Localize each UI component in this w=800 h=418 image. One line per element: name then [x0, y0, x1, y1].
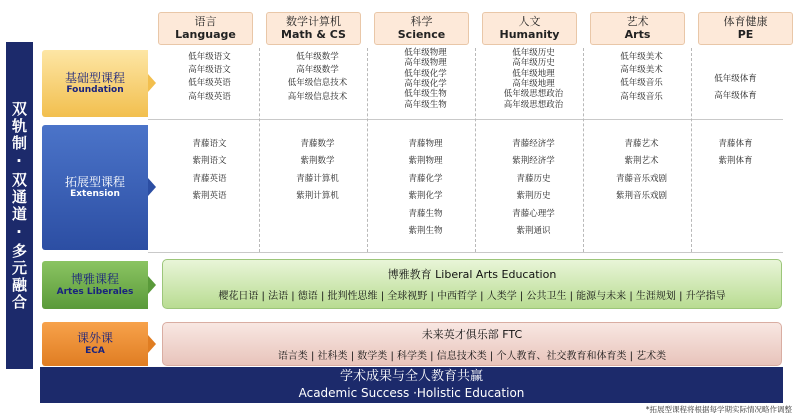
row-divider — [148, 252, 783, 253]
category-liberal-arts — [42, 261, 148, 309]
course-item: 青藤艺术 — [624, 139, 659, 149]
course-item: 青藤音乐戏剧 — [615, 173, 667, 184]
category-en: ECA — [85, 345, 105, 356]
subject-en: Science — [397, 27, 446, 41]
course-item: 低年级思想政治 — [503, 89, 564, 100]
liberal-arts-items: 樱花日语 | 法语 | 德语 | 批判性思维 | 全球视野 | 中西哲学 | 人类学 | 公共卫生 | 能源与未来 | 生涯规划 | 升学指导 — [218, 291, 726, 302]
course-item: 低年级物理 — [404, 48, 447, 58]
subject-zh: 数学计算机 — [286, 14, 341, 28]
banner-zh: 学术成果与全人教育共赢 — [339, 369, 483, 385]
course-item: 低年级地理 — [512, 68, 555, 79]
subject-header-language — [158, 12, 253, 45]
category-zh: 课外课 — [76, 331, 113, 346]
category-zh: 拓展型课程 — [64, 174, 125, 189]
subject-header-pe — [698, 12, 793, 45]
category-foundation — [42, 50, 148, 117]
row-divider — [148, 119, 783, 120]
course-item: 低年级信息技术 — [287, 78, 348, 89]
course-item: 高年级化学 — [404, 79, 447, 90]
course-item: 紫荆历史 — [516, 191, 551, 202]
category-en: Extension — [70, 189, 120, 200]
course-item: 高年级音乐 — [620, 91, 663, 102]
course-item: 高年级数学 — [296, 65, 339, 76]
side-label: 双轨制·双通道·多元融合 — [10, 100, 28, 311]
course-item: 紫荆数学 — [300, 156, 335, 167]
foundation-math-cell — [270, 51, 365, 104]
extension-language-cell — [162, 136, 257, 206]
course-item: 青藤化学 — [408, 173, 443, 184]
extension-math-cell — [270, 136, 365, 206]
extension-pe-cell — [688, 136, 783, 171]
course-item: 高年级思想政治 — [503, 99, 564, 110]
course-item: 青藤体育 — [718, 139, 753, 149]
column-divider — [367, 48, 368, 252]
category-eca — [42, 322, 148, 366]
course-item: 青藤计算机 — [296, 173, 339, 184]
subject-en: Math & CS — [281, 27, 346, 41]
footnote: *拓展型课程将根据每学期实际情况略作调整 — [645, 405, 792, 414]
eca-title: 未来英才俱乐部 FTC — [421, 328, 523, 341]
subject-zh: 科学 — [410, 14, 433, 28]
course-item: 青藤数学 — [300, 139, 335, 149]
subject-en: Arts — [624, 27, 651, 41]
course-item: 低年级生物 — [404, 89, 447, 100]
subject-header-science — [374, 12, 469, 45]
subject-en: Humanity — [499, 27, 560, 41]
course-item: 青藤英语 — [192, 173, 227, 184]
foundation-pe-cell — [688, 71, 783, 105]
course-item: 紫荆英语 — [192, 191, 227, 202]
foundation-humanity-cell — [486, 48, 581, 110]
course-item: 青藤生物 — [408, 208, 443, 219]
course-item: 紫荆体育 — [718, 156, 753, 167]
course-item: 紫荆音乐戏剧 — [615, 191, 667, 202]
arrow-icon — [148, 335, 156, 353]
course-item: 紫荆语文 — [192, 156, 227, 167]
category-zh: 基础型课程 — [64, 70, 125, 85]
course-item: 青藤物理 — [408, 139, 443, 149]
course-item: 青藤心理学 — [512, 208, 555, 219]
course-item: 高年级物理 — [404, 58, 447, 69]
column-divider — [259, 48, 260, 252]
foundation-science-cell — [378, 48, 473, 110]
foundation-language-cell — [162, 51, 257, 104]
course-item: 紫荆艺术 — [624, 156, 659, 167]
subject-zh: 艺术 — [626, 14, 649, 28]
course-item: 低年级美术 — [620, 52, 663, 62]
course-item: 紫荆生物 — [408, 226, 443, 237]
course-item: 低年级体育 — [714, 74, 757, 84]
arrow-icon — [148, 276, 156, 294]
bottom-banner — [40, 367, 783, 403]
liberal-arts-band — [162, 259, 782, 309]
course-item: 低年级数学 — [296, 52, 339, 62]
subject-zh: 体育健康 — [723, 14, 768, 28]
subject-header-humanity — [482, 12, 577, 45]
subject-header-math — [266, 12, 361, 45]
category-extension — [42, 125, 148, 250]
course-item: 高年级历史 — [512, 58, 555, 69]
side-label-bar — [6, 42, 33, 369]
foundation-arts-cell — [594, 51, 689, 104]
subject-en: Language — [175, 27, 236, 41]
banner-en: Academic Success ·Holistic Education — [298, 385, 525, 400]
course-item: 紫荆经济学 — [512, 156, 555, 167]
course-item: 高年级地理 — [512, 79, 555, 90]
extension-humanity-cell — [486, 136, 581, 241]
course-item: 低年级音乐 — [620, 78, 663, 89]
subject-en: PE — [737, 27, 754, 41]
column-divider — [583, 48, 584, 252]
arrow-icon — [148, 178, 156, 196]
course-item: 低年级英语 — [188, 78, 231, 89]
liberal-arts-title: 博雅教育 Liberal Arts Education — [387, 268, 557, 281]
course-item: 青藤语文 — [192, 139, 227, 149]
course-item: 紫荆通识 — [516, 226, 551, 237]
eca-band — [162, 322, 782, 366]
category-en: Artes Liberales — [56, 286, 134, 297]
course-item: 青藤经济学 — [512, 139, 555, 149]
subject-header-arts — [590, 12, 685, 45]
course-item: 高年级信息技术 — [287, 91, 348, 102]
extension-science-cell — [378, 136, 473, 241]
course-item: 低年级语文 — [188, 52, 231, 62]
course-item: 低年级历史 — [512, 48, 555, 58]
course-item: 高年级生物 — [404, 99, 447, 110]
subject-zh: 语言 — [194, 14, 217, 28]
course-item: 紫荆化学 — [408, 191, 443, 202]
arrow-icon — [148, 74, 156, 92]
extension-arts-cell — [594, 136, 689, 206]
subject-zh: 人文 — [518, 14, 541, 28]
course-item: 高年级体育 — [714, 91, 757, 101]
course-item: 高年级英语 — [188, 91, 231, 102]
course-item: 紫荆计算机 — [296, 191, 339, 202]
course-item: 低年级化学 — [404, 68, 447, 79]
category-zh: 博雅课程 — [70, 272, 119, 287]
course-item: 高年级美术 — [620, 65, 663, 76]
course-item: 高年级语文 — [188, 65, 231, 76]
course-item: 紫荆物理 — [408, 156, 443, 167]
eca-items: 语言类 | 社科类 | 数学类 | 科学类 | 信息技术类 | 个人教育、社交教育和体育类 | 艺术类 — [277, 351, 667, 362]
category-en: Foundation — [66, 85, 124, 96]
column-divider — [475, 48, 476, 252]
course-item: 青藤历史 — [516, 173, 551, 184]
